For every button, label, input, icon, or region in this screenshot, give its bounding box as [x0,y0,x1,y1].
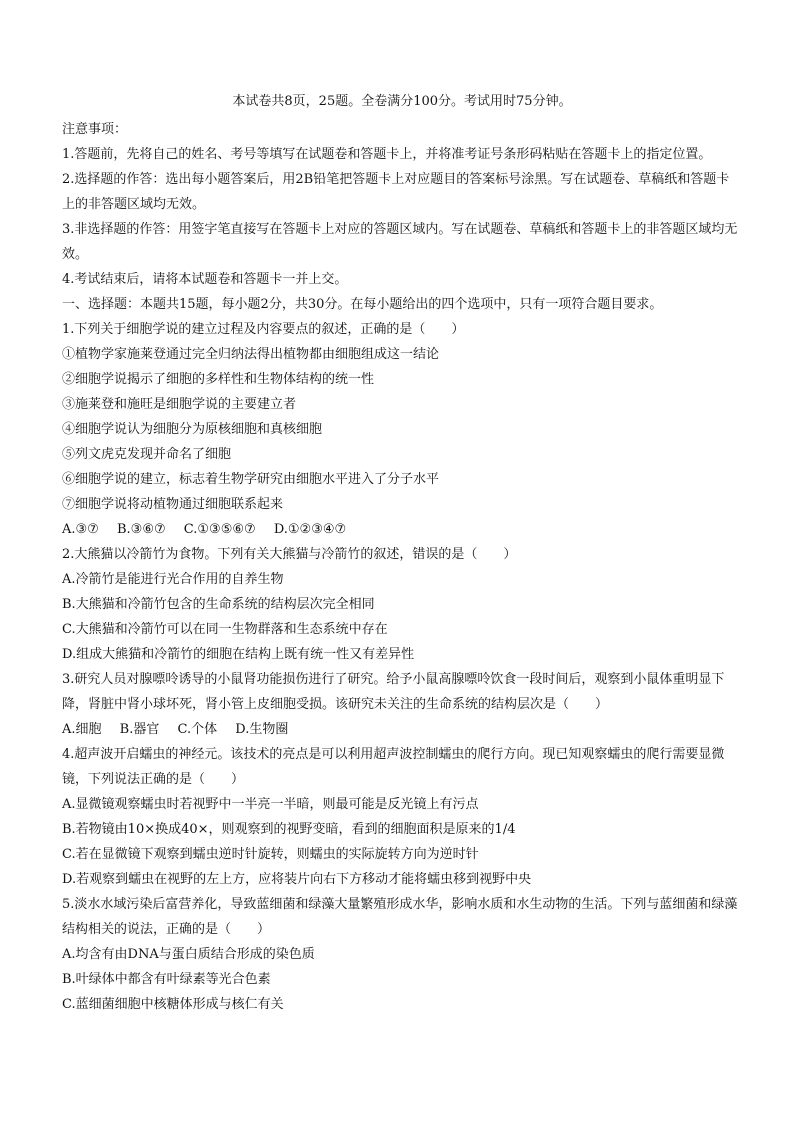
option-c: C.蓝细菌细胞中核糖体形成与核仁有关 [62,997,284,1012]
option-d: D.①②③④⑦ [273,522,347,537]
question-4 [62,742,742,892]
question-stem: 4.超声波开启蠕虫的神经元。该技术的亮点是可以利用超声波控制蠕虫的爬行方向。现已知观察蠕虫的爬行需要显微镜，下列说法正确的是（ ） [62,747,725,787]
option-a: A.均含有由DNA与蛋白质结合形成的染色质 [62,947,315,962]
option-a: A.③⑦ [62,522,99,537]
option-d: D.组成大熊猫和冷箭竹的细胞在结构上既有统一性又有差异性 [62,647,415,662]
statement-item: ⑤列文虎克发现并命名了细胞 [62,447,232,462]
option-c: C.个体 [177,722,218,737]
question-stem: 2.大熊猫以冷箭竹为食物。下列有关大熊猫与冷箭竹的叙述，错误的是（ ） [62,547,517,562]
notice-heading: 注意事项： [62,122,128,137]
notice-block [62,117,742,292]
question-2 [62,542,742,667]
statement-item: ①植物学家施莱登通过完全归纳法得出植物都由细胞组成这一结论 [62,347,440,362]
question-stem: 1.下列关于细胞学说的建立过程及内容要点的叙述，正确的是（ ） [62,322,465,337]
answer-options [62,717,742,742]
question-stem: 3.研究人员对腺嘌呤诱导的小鼠肾功能损伤进行了研究。给予小鼠高腺嘌呤饮食一段时间后，观察到小鼠体重明显下降，肾脏中肾小球坏死，肾小管上皮细胞受损。该研究未关注的生命系统的结构层次是（ ） [62,672,725,712]
option-b: B.大熊猫和冷箭竹包含的生命系统的结构层次完全相同 [62,597,375,612]
notice-item: 4.考试结束后，请将本试题卷和答题卡一并上交。 [62,272,348,287]
page-content [62,92,742,1017]
option-c: C.大熊猫和冷箭竹可以在同一生物群落和生态系统中存在 [62,622,388,637]
question-stem: 5.淡水水域污染后富营养化，导致蓝细菌和绿藻大量繁殖形成水华，影响水质和水生动物的生活。下列与蓝细菌和绿藻结构相关的说法，正确的是（ ） [62,897,738,937]
option-b: B.若物镜由10×换成40×，则观察到的视野变暗，看到的细胞面积是原来的1/4 [62,822,516,837]
option-d: D.若观察到蠕虫在视野的左上方，应将装片向右下方移动才能将蠕虫移到视野中央 [62,872,532,887]
statement-item: ④细胞学说认为细胞分为原核细胞和真核细胞 [62,422,323,437]
option-a: A.显微镜观察蠕虫时若视野中一半亮一半暗，则最可能是反光镜上有污点 [62,797,479,812]
statement-item: ⑥细胞学说的建立，标志着生物学研究由细胞水平进入了分子水平 [62,472,440,487]
statement-item: ⑦细胞学说将动植物通过细胞联系起来 [62,497,284,512]
statement-item: ③施莱登和施旺是细胞学说的主要建立者 [62,397,297,412]
option-a: A.细胞 [62,722,102,737]
option-b: B.③⑥⑦ [116,522,166,537]
answer-options [62,517,742,542]
option-d: D.生物圈 [235,722,289,737]
option-c: C.若在显微镜下观察到蠕虫逆时针旋转，则蠕虫的实际旋转方向为逆时针 [62,847,479,862]
option-a: A.冷箭竹是能进行光合作用的自养生物 [62,572,284,587]
notice-item: 1.答题前，先将自己的姓名、考号等填写在试题卷和答题卡上，并将准考证号条形码粘贴在答题卡上的指定位置。 [62,147,712,162]
option-b: B.叶绿体中都含有叶绿素等光合色素 [62,972,271,987]
question-1 [62,317,742,542]
section-title: 一、选择题：本题共15题，每小题2分，共30分。在每小题给出的四个选项中，只有一项符合题目要求。 [62,297,663,312]
statement-item: ②细胞学说揭示了细胞的多样性和生物体结构的统一性 [62,372,375,387]
question-5 [62,892,742,1017]
notice-item: 3.非选择题的作答：用签字笔直接写在答题卡上对应的答题区域内。写在试题卷、草稿纸和答题卡上的非答题区域均无效。 [62,222,738,262]
question-3 [62,667,742,742]
option-b: B.器官 [119,722,160,737]
exam-intro: 本试卷共8页，25题。全卷满分100分。考试用时75分钟。 [232,94,572,109]
notice-item: 2.选择题的作答：选出每小题答案后，用2B铅笔把答题卡上对应题目的答案标号涂黑。写在试题卷、草稿纸和答题卡上的非答题区域均无效。 [62,172,730,212]
option-c: C.①③⑤⑥⑦ [183,522,256,537]
